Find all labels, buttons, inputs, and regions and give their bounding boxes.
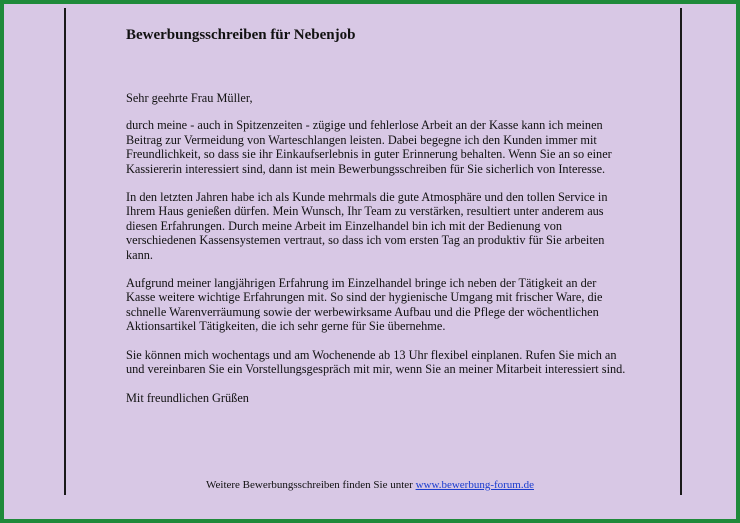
right-margin-rule xyxy=(680,8,682,495)
salutation: Sehr geehrte Frau Müller, xyxy=(126,91,253,105)
letter-page xyxy=(4,4,736,519)
left-margin-rule xyxy=(64,8,66,495)
footer-text: Weitere Bewerbungsschreiben finden Sie unter xyxy=(206,479,416,491)
paragraph-3: Aufgrund meiner langjährigen Erfahrung im Einzelhandel bringe ich neben der Tätigkeit an der Kasse weitere wichtige Erfahrungen mit. So sind der hygienische Umgang mit frischer Ware, die schnelle Warenverräumung sowie der werbewirksame Aufbau und die Pflege der wöchentlichen Aktionsartikel Tätigkeiten, die ich sehr gerne für Sie übernehme. xyxy=(126,276,603,334)
footer xyxy=(4,479,736,491)
paragraph-2: In den letzten Jahren habe ich als Kunde mehrmals die gute Atmosphäre und den tollen Service in Ihrem Haus genießen dürfen. Mein Wunsch, Ihr Team zu verstärken, resultiert unter anderem aus diesen Erfahrungen. Durch meine Arbeit im Einzelhandel bin ich mit der Bedienung von verschiedenen Kassensystemen vertraut, so dass ich vom ersten Tag an produktiv für Sie arbeiten kann. xyxy=(126,190,608,262)
letter-title: Bewerbungsschreiben für Nebenjob xyxy=(126,27,356,43)
closing: Mit freundlichen Grüßen xyxy=(126,390,249,405)
letter-body xyxy=(126,26,626,405)
paragraph-1: durch meine - auch in Spitzenzeiten - zügige und fehlerlose Arbeit an der Kasse kann ich meinen Beitrag zur Vermeidung von Warteschlangen leisten. Dabei begegne ich den Kunden immer mit Freundlichkeit, so dass sie ihr Einkaufserlebnis in guter Erinnerung behalten. Wenn Sie an so einer Kassiererin interessiert sind, dann ist mein Bewerbungsschreiben für Sie sicherlich von Interesse. xyxy=(126,118,612,176)
footer-link[interactable]: www.bewerbung-forum.de xyxy=(415,479,534,491)
paragraph-4: Sie können mich wochentags und am Wochenende ab 13 Uhr flexibel einplanen. Rufen Sie mich an und vereinbaren Sie ein Vorstellungsgespräch mit mir, wenn Sie an meiner Mitarbeit interessiert sind. xyxy=(126,347,626,377)
